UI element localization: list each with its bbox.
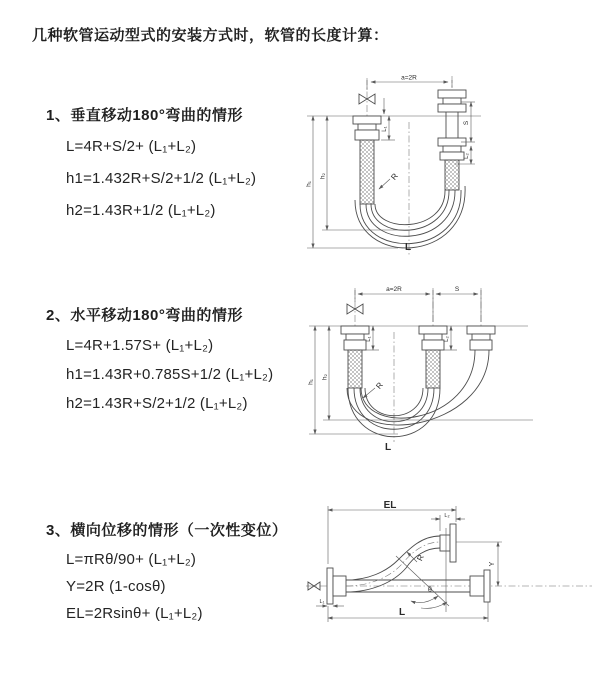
dim-label-h1: h₁ [305,181,313,187]
dimensions [308,286,534,453]
hose-braid [348,350,362,388]
section-vertical-bend [46,104,256,227]
formula: h1=1.432R+S/2+1/2 (L₁+L₂) [66,170,257,187]
dim-label-r: R [415,553,426,563]
formula: h1=1.43R+0.785S+1/2 (L₁+L₂) [66,366,274,383]
dim-label-s: S [463,120,470,126]
diagram-horizontal-180-bend [303,282,599,462]
section-lateral-displacement [46,519,287,627]
page-title: 几种软管运动型式的安装方式时，软管的长度计算： [32,27,389,44]
dim-label-theta: θ [428,587,432,594]
section-2-formulas [66,331,273,418]
dim-label-s: S [454,286,460,293]
left-fitting [341,326,369,388]
section-1-formulas [66,131,256,227]
section-2-heading: 2、水平移动180°弯曲的情形 [46,307,243,324]
dimensions [316,500,502,622]
dim-label-l1: L₁ [366,336,372,342]
section-1-heading: 1、垂直移动180°弯曲的情形 [46,107,243,124]
hose-braid [445,160,459,190]
section-3-formulas [66,546,287,627]
right-fitting [467,326,495,350]
formula: Y=2R (1-cosθ) [66,578,166,595]
right-fitting [438,90,466,190]
formula: L=4R+1.57S+ (L₁+L₂) [66,337,214,354]
formula: L=4R+S/2+ (L₁+L₂) [66,138,197,155]
dim-label-l1: L₁ [382,126,388,132]
section-horizontal-bend [46,304,273,418]
dim-label-l: L [398,607,406,618]
dim-label-l1: L₁ [319,599,325,605]
middle-fitting [419,326,447,388]
s-curve-hose [346,536,440,592]
dim-label-l: L [384,442,392,453]
diagram-vertical-180-bend [303,72,591,264]
hose-braid [360,140,374,204]
formula: EL=2Rsinθ+ (L₁+L₂) [66,605,203,622]
dim-label-l: L [404,242,412,253]
dim-label-el: EL [383,500,397,511]
right-flange [470,570,490,602]
centerlines [355,288,481,442]
dim-label-h1: h₁ [307,379,315,385]
dim-label-l2: L₂ [444,336,450,342]
dim-label-a2r: a=2R [386,286,402,293]
section-3-heading: 3、横向位移的情形（一次性变位） [46,522,288,539]
dim-label-r: R [389,171,400,182]
formula: h2=1.43R+1/2 (L₁+L₂) [66,202,216,219]
dim-label-l2: L₂ [444,513,450,519]
dim-label-h2: h₂ [321,373,329,381]
formula: h2=1.43R+S/2+1/2 (L₁+L₂) [66,395,248,412]
hose-braid [426,350,440,388]
dim-label-l2: L₂ [464,153,470,159]
left-fitting [353,116,381,204]
dim-label-y: Y [489,561,496,567]
dim-label-a2r: a=2R [401,74,417,82]
top-flange [440,524,456,562]
dim-label-h2: h₂ [319,172,327,180]
left-flange [327,568,346,604]
diagram-lateral-displacement [300,498,600,648]
dim-label-r: R [374,380,385,391]
formula: L=πRθ/90+ (L₁+L₂) [66,551,197,568]
